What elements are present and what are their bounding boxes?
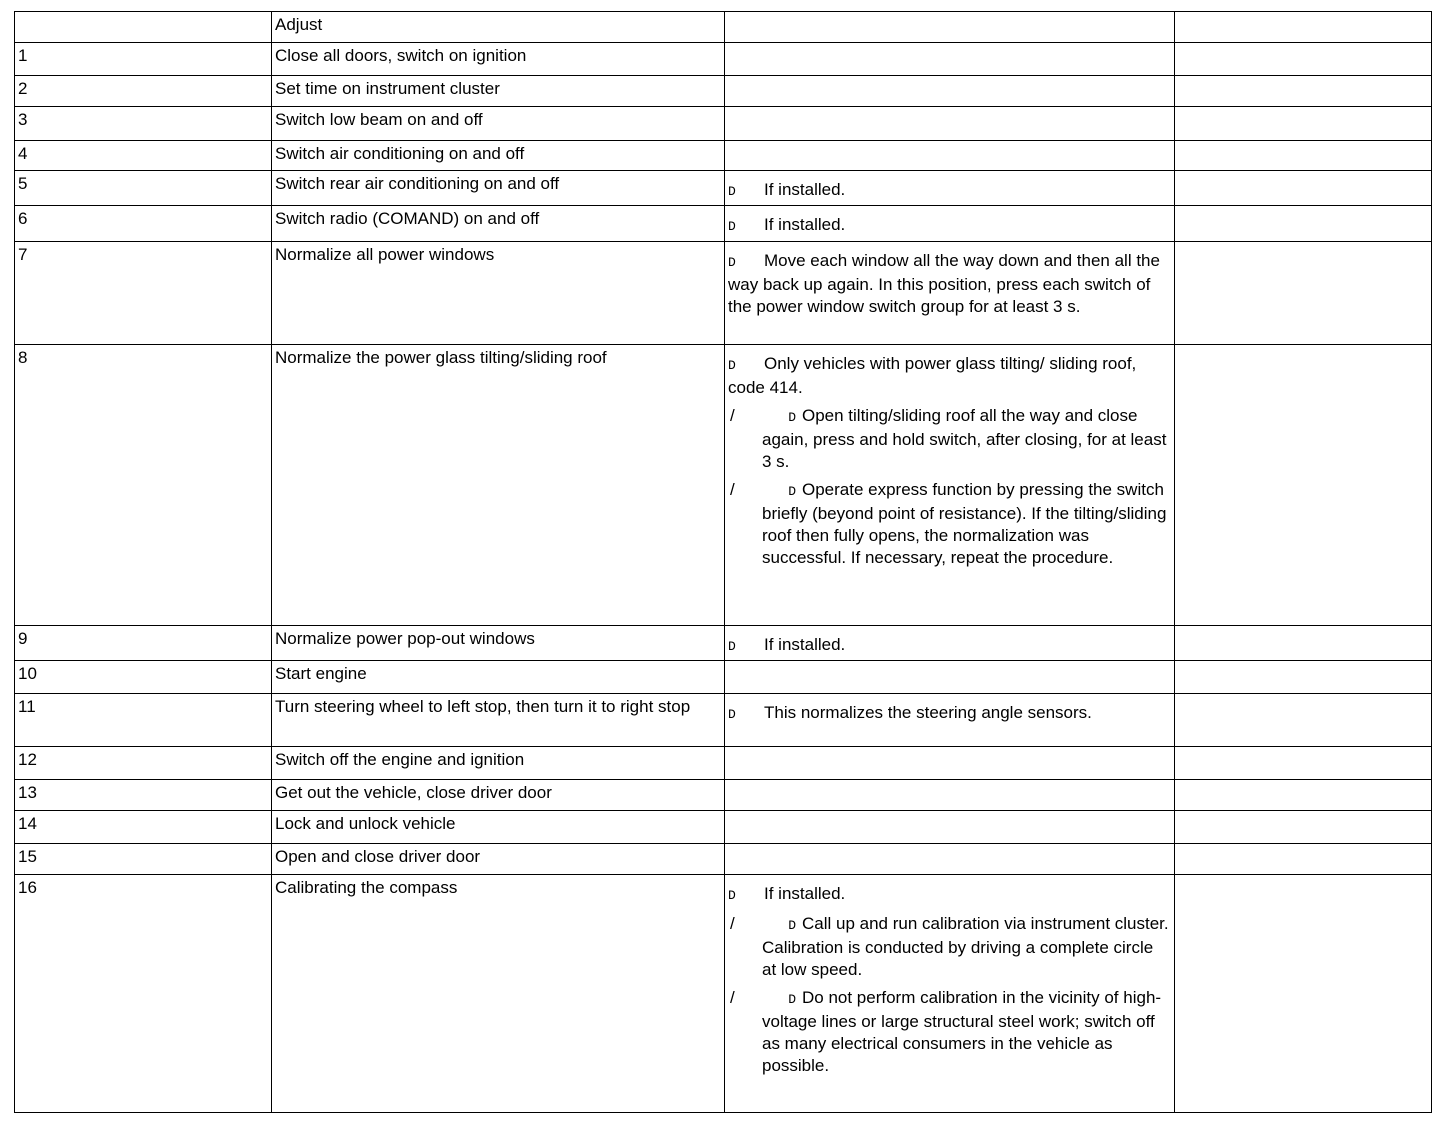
sub-marker-icon: /: [730, 914, 735, 933]
sub-marker-icon: /: [730, 988, 735, 1007]
step-action: Switch off the engine and ignition: [272, 747, 725, 780]
step-number: 9: [15, 626, 272, 661]
sub-note: [728, 987, 1170, 1077]
table-row: [15, 345, 1432, 626]
bullet-d-icon: D: [728, 358, 736, 373]
sub-marker-icon: /: [730, 480, 735, 499]
step-action: Lock and unlock vehicle: [272, 811, 725, 844]
step-extra-cell: [1175, 345, 1432, 626]
step-action: Switch rear air conditioning on and off: [272, 171, 725, 206]
note: [728, 634, 1170, 658]
table-row: [15, 661, 1432, 694]
note: [728, 214, 1170, 238]
sub-note-text: Do not perform calibration in the vicinity of high-voltage lines or large structural steel work; switch off as many electrical consumers in the vehicle as possible.: [762, 988, 1162, 1075]
step-note-cell: [725, 844, 1175, 875]
note-text: This normalizes the steering angle sensors.: [764, 703, 1092, 722]
table-row: [15, 780, 1432, 811]
step-extra-cell: [1175, 206, 1432, 242]
step-note-cell: [725, 875, 1175, 1113]
bullet-d-icon: D: [728, 888, 736, 903]
step-extra-cell: [1175, 661, 1432, 694]
sub-note: [728, 479, 1170, 569]
note-text: Move each window all the way down and then all the way back up again. In this position, press each switch of the power window switch group for at least 3 s.: [728, 251, 1160, 316]
step-number: 12: [15, 747, 272, 780]
header-cell-adjust: Adjust: [272, 12, 725, 43]
note-text: If installed.: [764, 180, 846, 199]
step-extra-cell: [1175, 43, 1432, 76]
table-row: [15, 107, 1432, 141]
step-note-cell: [725, 76, 1175, 107]
procedure-table: [14, 11, 1432, 1113]
header-cell-notes: [725, 12, 1175, 43]
step-action: Get out the vehicle, close driver door: [272, 780, 725, 811]
table-row: [15, 206, 1432, 242]
sub-marker-icon: /: [730, 406, 735, 425]
step-extra-cell: [1175, 844, 1432, 875]
step-extra-cell: [1175, 141, 1432, 171]
step-action: Start engine: [272, 661, 725, 694]
step-number: 1: [15, 43, 272, 76]
table-row: [15, 811, 1432, 844]
step-note-cell: [725, 345, 1175, 626]
step-note-cell: [725, 811, 1175, 844]
step-number: 11: [15, 694, 272, 747]
bullet-d-icon: D: [788, 918, 796, 933]
step-note-cell: [725, 43, 1175, 76]
step-action: Switch air conditioning on and off: [272, 141, 725, 171]
step-note-cell: [725, 206, 1175, 242]
table-row: [15, 141, 1432, 171]
sub-note-text: Operate express function by pressing the switch briefly (beyond point of resistance). If the tilting/sliding roof then fully opens, the normalization was successful. If necessary, repeat the procedure.: [762, 480, 1167, 567]
step-extra-cell: [1175, 242, 1432, 345]
note: [728, 250, 1170, 318]
step-number: 10: [15, 661, 272, 694]
table-row: [15, 626, 1432, 661]
step-action: Switch low beam on and off: [272, 107, 725, 141]
step-note-cell: [725, 780, 1175, 811]
step-action: Switch radio (COMAND) on and off: [272, 206, 725, 242]
table-row: [15, 43, 1432, 76]
step-extra-cell: [1175, 780, 1432, 811]
header-cell-extra: [1175, 12, 1432, 43]
step-number: 5: [15, 171, 272, 206]
note-text: If installed.: [764, 884, 846, 903]
step-note-cell: [725, 626, 1175, 661]
step-number: 14: [15, 811, 272, 844]
step-extra-cell: [1175, 875, 1432, 1113]
step-note-cell: [725, 107, 1175, 141]
bullet-d-icon: D: [788, 484, 796, 499]
table-row: [15, 747, 1432, 780]
note-text: Only vehicles with power glass tilting/ sliding roof, code 414.: [728, 354, 1137, 397]
step-note-cell: [725, 661, 1175, 694]
table-row: [15, 76, 1432, 107]
step-action: Normalize power pop-out windows: [272, 626, 725, 661]
note: [728, 353, 1170, 399]
bullet-d-icon: D: [788, 992, 796, 1007]
procedure-table-body: [15, 12, 1432, 1113]
sub-note: [728, 405, 1170, 473]
step-action: Calibrating the compass: [272, 875, 725, 1113]
bullet-d-icon: D: [728, 219, 736, 234]
step-action: Normalize all power windows: [272, 242, 725, 345]
bullet-d-icon: D: [728, 639, 736, 654]
step-number: 7: [15, 242, 272, 345]
note: [728, 883, 1170, 907]
step-note-cell: [725, 141, 1175, 171]
note: [728, 702, 1170, 726]
step-number: 16: [15, 875, 272, 1113]
step-extra-cell: [1175, 747, 1432, 780]
header-cell-number: [15, 12, 272, 43]
table-row: [15, 844, 1432, 875]
header-row: [15, 12, 1432, 43]
step-number: 13: [15, 780, 272, 811]
bullet-d-icon: D: [728, 255, 736, 270]
step-note-cell: [725, 747, 1175, 780]
step-extra-cell: [1175, 811, 1432, 844]
sub-note-text: Call up and run calibration via instrument cluster. Calibration is conducted by driving a complete circle at low speed.: [762, 914, 1169, 979]
step-number: 4: [15, 141, 272, 171]
step-action: Close all doors, switch on ignition: [272, 43, 725, 76]
step-extra-cell: [1175, 626, 1432, 661]
step-action: Open and close driver door: [272, 844, 725, 875]
step-action: Set time on instrument cluster: [272, 76, 725, 107]
step-number: 2: [15, 76, 272, 107]
step-extra-cell: [1175, 694, 1432, 747]
step-extra-cell: [1175, 76, 1432, 107]
step-number: 6: [15, 206, 272, 242]
sub-note: [728, 913, 1170, 981]
table-row: [15, 694, 1432, 747]
table-row: [15, 171, 1432, 206]
step-number: 15: [15, 844, 272, 875]
sub-note-text: Open tilting/sliding roof all the way and close again, press and hold switch, after closing, for at least 3 s.: [762, 406, 1167, 471]
step-note-cell: [725, 171, 1175, 206]
step-action: Turn steering wheel to left stop, then turn it to right stop: [272, 694, 725, 747]
step-extra-cell: [1175, 107, 1432, 141]
step-note-cell: [725, 242, 1175, 345]
step-action: Normalize the power glass tilting/sliding roof: [272, 345, 725, 626]
bullet-d-icon: D: [788, 410, 796, 425]
step-number: 3: [15, 107, 272, 141]
step-extra-cell: [1175, 171, 1432, 206]
note-text: If installed.: [764, 635, 846, 654]
bullet-d-icon: D: [728, 184, 736, 199]
bullet-d-icon: D: [728, 707, 736, 722]
table-row: [15, 242, 1432, 345]
step-number: 8: [15, 345, 272, 626]
step-note-cell: [725, 694, 1175, 747]
note-text: If installed.: [764, 215, 846, 234]
table-row: [15, 875, 1432, 1113]
note: [728, 179, 1170, 203]
